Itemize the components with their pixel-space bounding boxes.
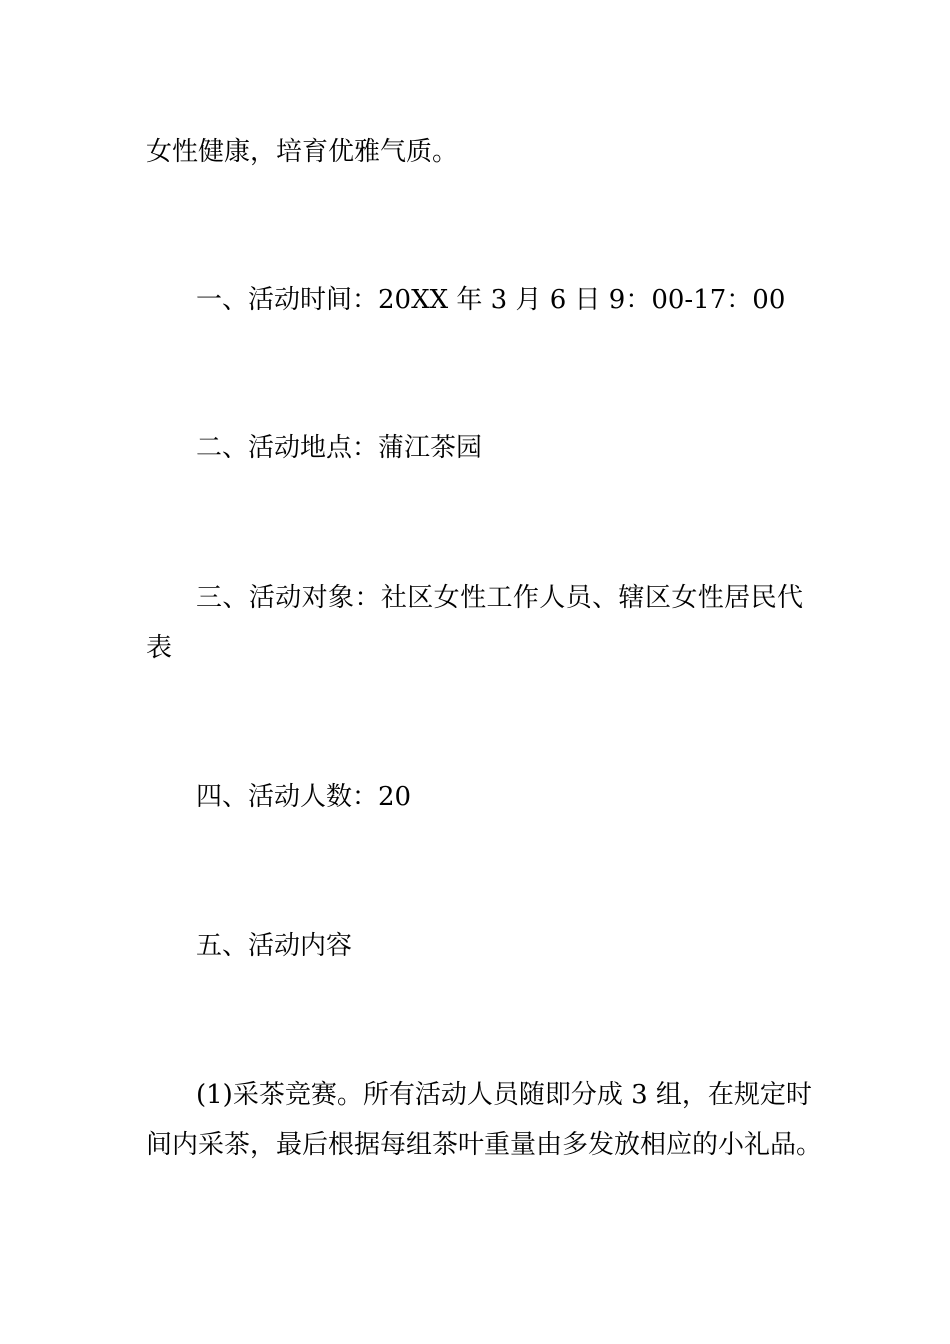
activity-location: 二、活动地点：蒲江茶园	[196, 433, 483, 463]
activity-content-heading: 五、活动内容	[196, 931, 353, 961]
tea-picking-competition-line-1: (1)采茶竞赛。所有活动人员随即分成 3 组，在规定时	[196, 1080, 812, 1110]
tea-picking-competition-line-2: 间内采茶，最后根据每组茶叶重量由多发放相应的小礼品。	[146, 1130, 823, 1160]
activity-headcount: 四、活动人数：20	[196, 782, 412, 812]
activity-participants-line-1: 三、活动对象：社区女性工作人员、辖区女性居民代	[196, 583, 803, 613]
activity-participants-line-2: 表	[146, 633, 173, 663]
activity-time: 一、活动时间：20XX 年 3 月 6 日 9：00-17：00	[196, 285, 786, 315]
paragraph-intro-continuation: 女性健康，培育优雅气质。	[146, 137, 459, 167]
